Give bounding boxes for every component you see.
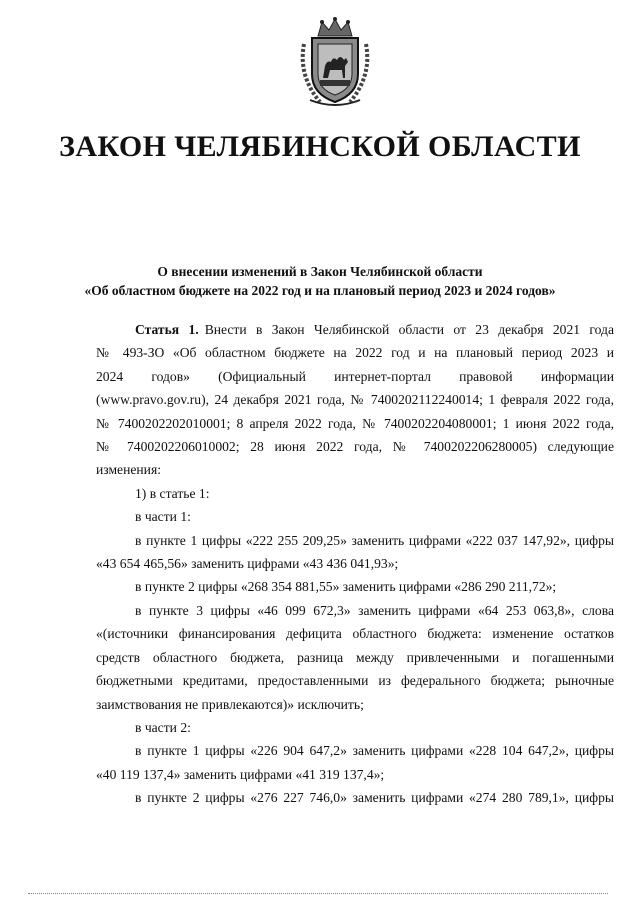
document-title: ЗАКОН ЧЕЛЯБИНСКОЙ ОБЛАСТИ: [59, 130, 581, 163]
part-2-point-1-line-1: в пункте 1 цифры «226 904 647,2» заменить цифрами «228 104 647,2», цифры: [135, 743, 614, 759]
point-3-line-4: бюджетными кредитами, предоставленными из федерального бюджета; рыночные: [96, 673, 614, 689]
page-bottom-rule: [28, 893, 608, 895]
part-1: в части 1:: [135, 509, 191, 525]
point-3-line-1: в пункте 3 цифры «46 099 672,3» заменить цифрами «64 253 063,8», слова: [135, 602, 614, 618]
point-3-line-2: «(источники финансирования дефицита областного бюджета: изменение остатков: [96, 626, 614, 642]
part-2-point-2-line-1: в пункте 2 цифры «276 227 746,0» заменить цифрами «274 280 789,1», цифры: [135, 790, 614, 806]
article-1-line-2: № 493-ЗО «Об областном бюджете на 2022 год и на плановый период 2023 и: [96, 345, 614, 361]
subtitle-line-1: О внесении изменений в Закон Челябинской области: [157, 264, 483, 279]
coat-of-arms-emblem: [296, 16, 374, 108]
article-1-line-5: № 7400202202010001; 8 апреля 2022 года, № 7400202204080001; 1 июня 2022 года,: [96, 415, 614, 431]
document-body: [96, 318, 614, 810]
article-1-line-7: изменения:: [96, 462, 161, 478]
document-subtitle: [0, 262, 640, 300]
point-3-line-5: заимствования не привлекаются)» исключить;: [96, 696, 364, 712]
point-3-line-3: средств областного бюджета, разница между привлеченными и погашенными: [96, 649, 614, 665]
article-1-label: Статья 1.: [135, 322, 199, 337]
part-2: в части 2:: [135, 719, 191, 735]
point-2: в пункте 2 цифры «268 354 881,55» заменить цифрами «286 290 211,72»;: [135, 579, 557, 595]
point-1-line-1: в пункте 1 цифры «222 255 209,25» заменить цифрами «222 037 147,92», цифры: [135, 532, 614, 548]
article-1-line-4: (www.pravo.gov.ru), 24 декабря 2021 года, № 7400202112240014; 1 февраля 2022 года,: [96, 392, 614, 408]
article-1-line-6: № 7400202206010002; 28 июня 2022 года, № 7400202206280005) следующие: [96, 439, 614, 455]
article-1-line-3: 2024 годов» (Официальный интернет-портал правовой информации: [96, 368, 614, 384]
part-2-point-1-line-2: «40 119 137,4» заменить цифрами «41 319 137,4»;: [96, 766, 385, 782]
item-1: 1) в статье 1:: [135, 485, 210, 501]
point-1-line-2: «43 654 465,56» заменить цифрами «43 436 041,93»;: [96, 556, 399, 572]
article-1-line-1: Статья 1. Внести в Закон Челябинской области от 23 декабря 2021 года: [135, 322, 615, 337]
subtitle-line-2: «Об областном бюджете на 2022 год и на плановый период 2023 и 2024 годов»: [84, 283, 556, 298]
